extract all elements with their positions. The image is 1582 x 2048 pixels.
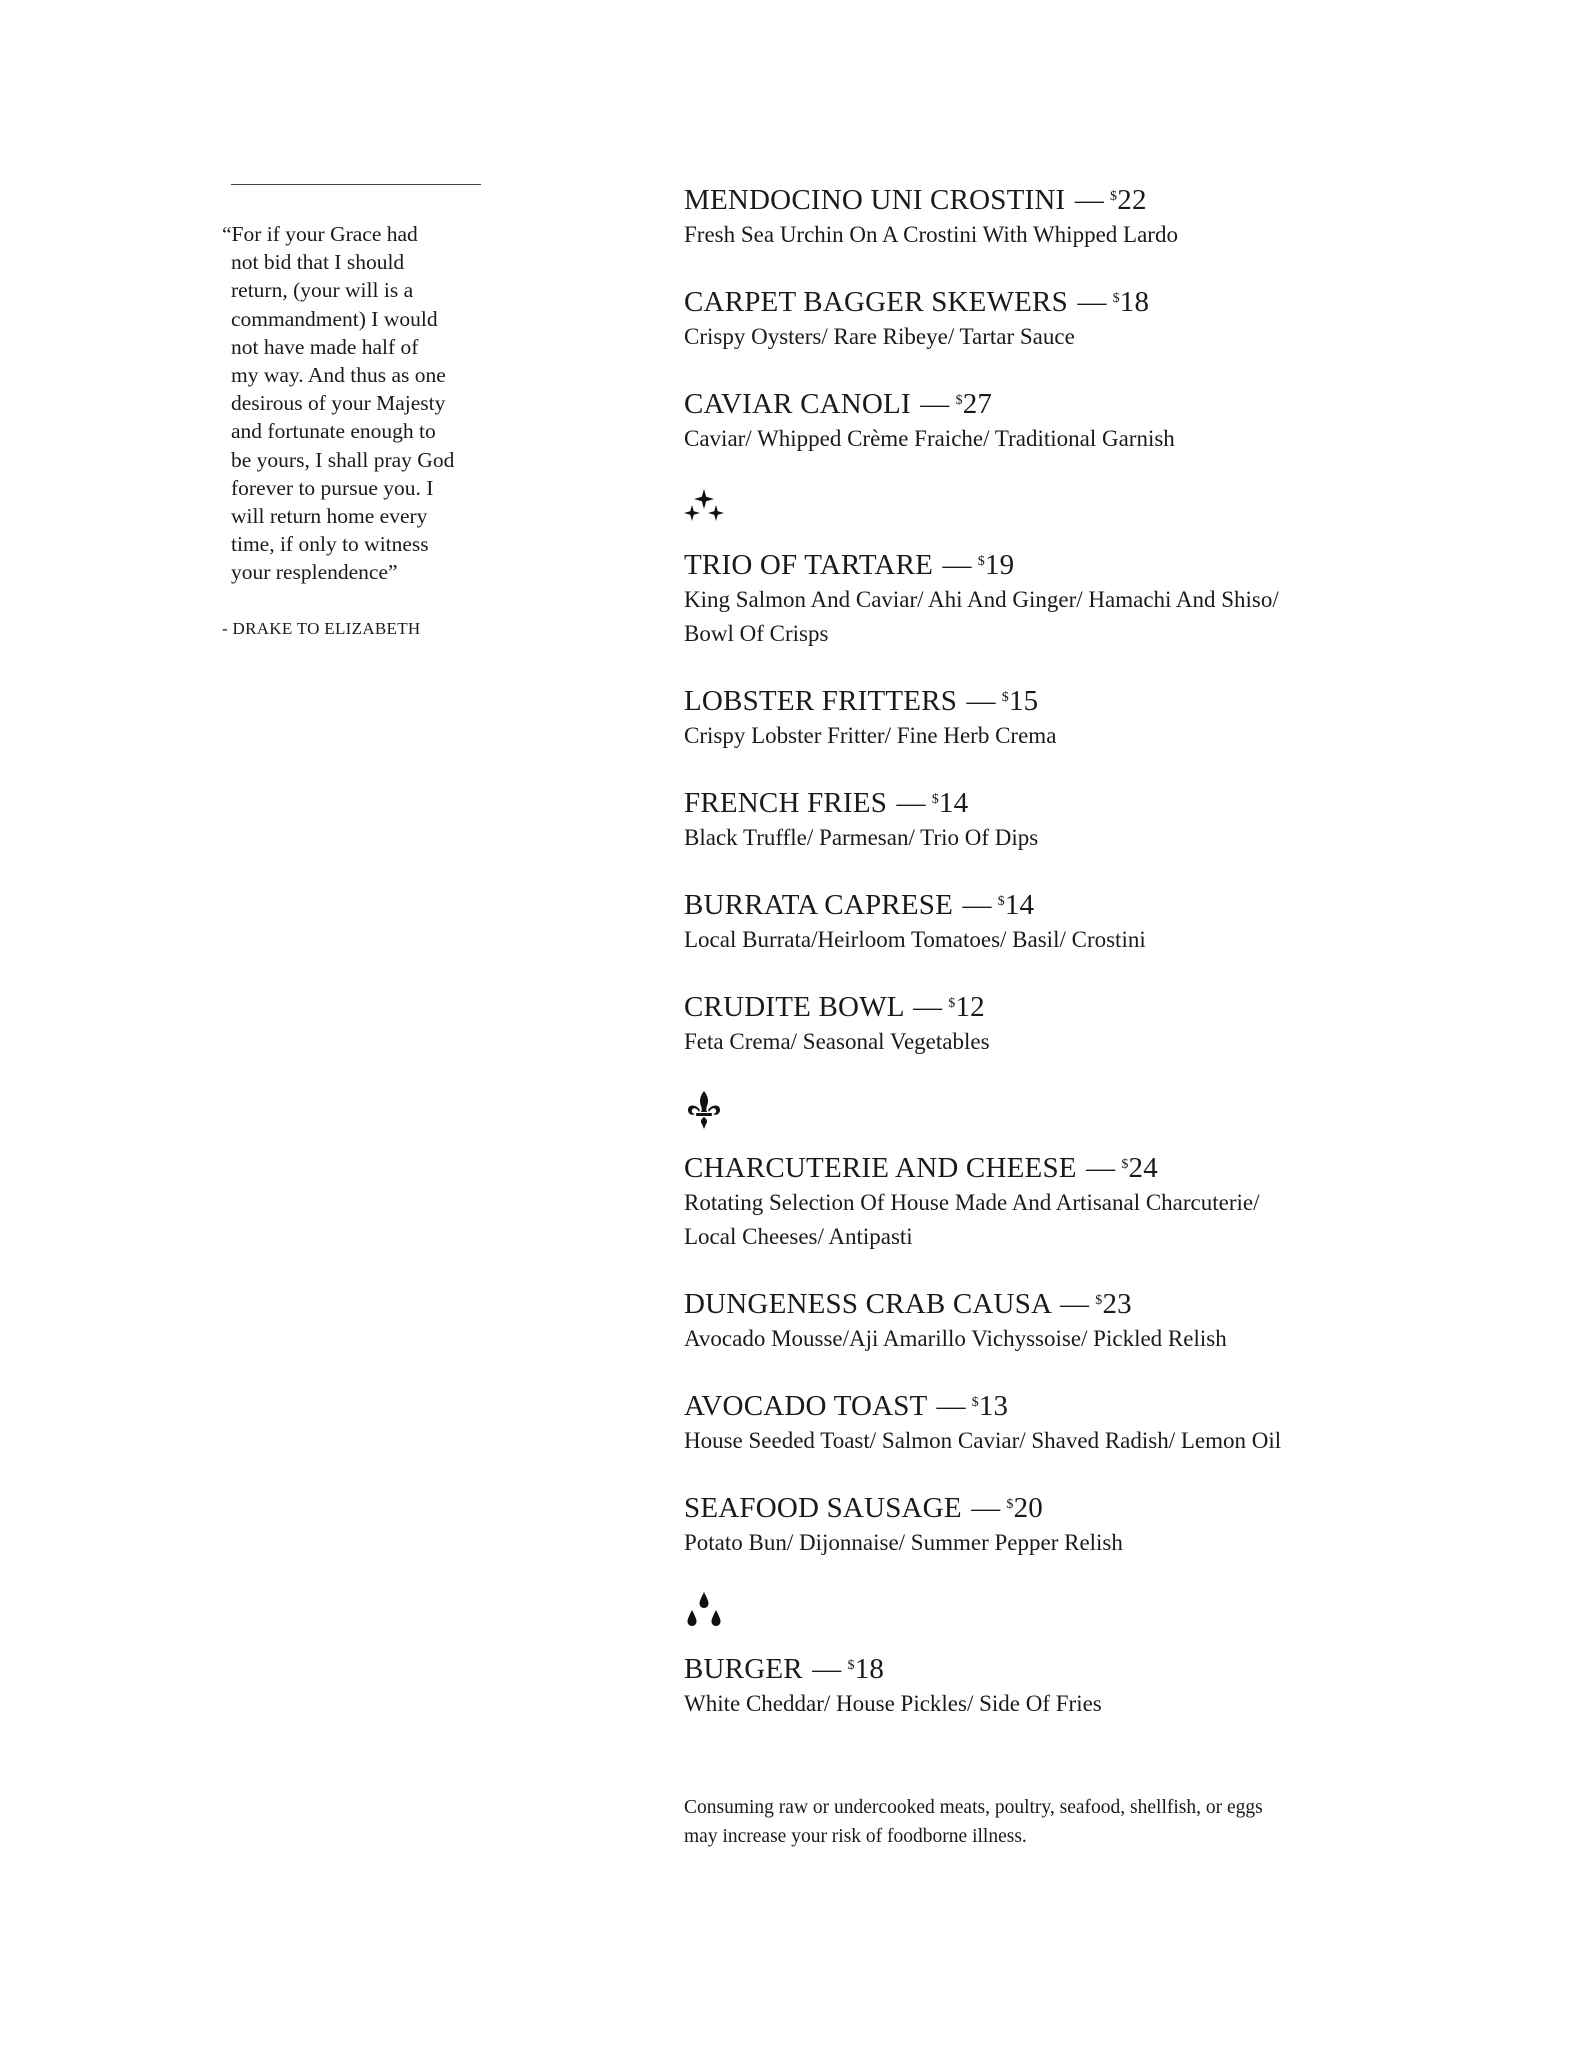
menu-item-title <box>684 1488 1384 1525</box>
currency-symbol: $ <box>1112 291 1120 306</box>
price-dash: — <box>896 787 926 819</box>
menu-item <box>684 783 1384 854</box>
menu-item-description: Crispy Lobster Fritter/ Fine Herb Crema <box>684 723 1057 748</box>
currency-symbol: $ <box>1006 1497 1014 1512</box>
menu-item-price: 14 <box>938 787 969 819</box>
quote-divider <box>231 184 481 185</box>
quote-attribution: - DRAKE TO ELIZABETH <box>222 619 421 638</box>
price-dash: — <box>966 685 996 717</box>
menu-item-name: TRIO OF TARTARE <box>684 549 934 581</box>
menu-item <box>684 1488 1384 1559</box>
sparkles-icon <box>684 487 1384 527</box>
menu-item-description: Crispy Oysters/ Rare Ribeye/ Tartar Sauce <box>684 324 1075 349</box>
price-dash: — <box>1074 184 1105 216</box>
menu-item-price: 14 <box>1004 889 1035 921</box>
menu-section <box>684 1649 1384 1720</box>
menu-section <box>684 1148 1384 1559</box>
menu-item-description: House Seeded Toast/ Salmon Caviar/ Shaved Radish/ Lemon Oil <box>684 1428 1282 1453</box>
menu-item-price: 18 <box>1119 286 1150 318</box>
price-dash: — <box>936 1390 966 1422</box>
quote-line: will return home every <box>231 504 428 529</box>
menu-item-description: Local Cheeses/ Antipasti <box>684 1224 913 1249</box>
menu-item-price: 23 <box>1102 1288 1132 1320</box>
menu-item-name: SEAFOOD SAUSAGE <box>684 1492 962 1524</box>
currency-symbol: $ <box>971 1395 979 1410</box>
menu-item <box>684 885 1384 956</box>
currency-symbol: $ <box>1121 1157 1129 1172</box>
menu-item-title <box>684 180 1384 217</box>
menu-item-title <box>684 1649 1384 1686</box>
menu-item-price: 19 <box>984 549 1015 581</box>
price-dash: — <box>962 889 992 921</box>
quote-line: your resplendence” <box>231 560 398 585</box>
price-dash: — <box>812 1653 842 1685</box>
currency-symbol: $ <box>1001 690 1009 705</box>
menu-item-price: 18 <box>854 1653 885 1685</box>
currency-symbol: $ <box>931 792 939 807</box>
price-dash: — <box>913 991 943 1023</box>
currency-symbol: $ <box>1095 1293 1103 1308</box>
menu-item-price: 22 <box>1117 184 1147 216</box>
menu-item-name: DUNGENESS CRAB CAUSA <box>684 1288 1051 1320</box>
menu-item-name: FRENCH FRIES <box>684 787 888 819</box>
quote-line: “For if your Grace had <box>222 222 418 246</box>
price-dash: — <box>920 388 950 420</box>
menu-item-title <box>684 384 1384 421</box>
quote-line: be yours, I shall pray God <box>231 447 455 472</box>
quote-line: forever to pursue you. I <box>231 475 434 500</box>
currency-symbol: $ <box>1110 189 1118 204</box>
quote-line: my way. And thus as one <box>231 363 446 388</box>
menu-item-price: 20 <box>1013 1492 1044 1524</box>
menu-item <box>684 282 1384 353</box>
epigraph-quote <box>222 220 482 587</box>
menu-item-title <box>684 545 1384 582</box>
menu-item-price: 27 <box>962 388 993 420</box>
menu-item-name: LOBSTER FRITTERS <box>684 685 958 717</box>
menu-item-description: Avocado Mousse/Aji Amarillo Vichyssoise/ Pickled Relish <box>684 1326 1227 1351</box>
menu-item-title <box>684 1284 1384 1321</box>
quote-line: commandment) I would <box>231 306 438 331</box>
disclaimer-line: may increase your risk of foodborne illness. <box>684 1826 1027 1847</box>
quote-line: return, (your will is a <box>231 278 414 303</box>
menu-item-price: 24 <box>1128 1152 1158 1184</box>
menu-item-title <box>684 681 1384 718</box>
menu-section <box>684 180 1384 455</box>
menu-item-title <box>684 1148 1384 1185</box>
menu-item-description: Bowl Of Crisps <box>684 621 829 646</box>
menu-item <box>684 1386 1384 1457</box>
price-dash: — <box>942 549 972 581</box>
menu-item-title <box>684 987 1384 1024</box>
fleur-de-lis-icon <box>684 1090 1384 1130</box>
menu-item-description: Caviar/ Whipped Crème Fraiche/ Traditional Garnish <box>684 426 1175 451</box>
menu-item-name: BURGER <box>684 1653 803 1685</box>
currency-symbol: $ <box>955 393 963 408</box>
menu-list <box>684 180 1384 1720</box>
currency-symbol: $ <box>997 894 1005 909</box>
menu-item-description: Local Burrata/Heirloom Tomatoes/ Basil/ Crostini <box>684 927 1146 952</box>
quote-line: time, if only to witness <box>231 532 429 557</box>
menu-item-name: MENDOCINO UNI CROSTINI <box>684 184 1066 216</box>
quote-line: not bid that I should <box>231 250 405 275</box>
menu-item-title <box>684 282 1384 319</box>
menu-item-name: BURRATA CAPRESE <box>684 889 953 921</box>
droplets-icon <box>684 1591 1384 1631</box>
menu-item-description: Potato Bun/ Dijonnaise/ Summer Pepper Relish <box>684 1530 1123 1555</box>
quote-line: not have made half of <box>231 334 419 359</box>
quote-line: and fortunate enough to <box>231 419 436 444</box>
menu-item-name: CHARCUTERIE AND CHEESE <box>684 1152 1077 1184</box>
disclaimer-line: Consuming raw or undercooked meats, poultry, seafood, shellfish, or eggs <box>684 1797 1263 1818</box>
currency-symbol: $ <box>847 1658 855 1673</box>
menu-item-name: CRUDITE BOWL <box>684 991 904 1023</box>
health-disclaimer <box>684 1793 1384 1851</box>
quote-line: desirous of your Majesty <box>231 391 446 416</box>
menu-item-name: AVOCADO TOAST <box>684 1390 927 1422</box>
menu-item-description: King Salmon And Caviar/ Ahi And Ginger/ Hamachi And Shiso/ <box>684 587 1279 612</box>
menu-item-title <box>684 783 1384 820</box>
menu-item <box>684 384 1384 455</box>
menu-item-name: CAVIAR CANOLI <box>684 388 911 420</box>
currency-symbol: $ <box>977 554 985 569</box>
price-dash: — <box>1077 286 1107 318</box>
menu-item-description: White Cheddar/ House Pickles/ Side Of Fries <box>684 1691 1102 1716</box>
menu-item <box>684 987 1384 1058</box>
menu-item-description: Rotating Selection Of House Made And Artisanal Charcuterie/ <box>684 1190 1260 1215</box>
price-dash: — <box>971 1492 1001 1524</box>
menu-item-title <box>684 885 1384 922</box>
menu-item-name: CARPET BAGGER SKEWERS <box>684 286 1068 318</box>
menu-item <box>684 1284 1384 1355</box>
menu-item <box>684 545 1384 650</box>
menu-item <box>684 1649 1384 1720</box>
price-dash: — <box>1086 1152 1116 1184</box>
price-dash: — <box>1060 1288 1090 1320</box>
menu-section <box>684 545 1384 1058</box>
menu-item <box>684 1148 1384 1253</box>
menu-item <box>684 681 1384 752</box>
menu-item-title <box>684 1386 1384 1423</box>
menu-item-description: Black Truffle/ Parmesan/ Trio Of Dips <box>684 825 1039 850</box>
currency-symbol: $ <box>948 996 956 1011</box>
menu-item-price: 13 <box>978 1390 1009 1422</box>
menu-item <box>684 180 1384 251</box>
menu-item-description: Feta Crema/ Seasonal Vegetables <box>684 1029 990 1054</box>
menu-item-price: 12 <box>955 991 985 1023</box>
menu-item-price: 15 <box>1008 685 1039 717</box>
menu-item-description: Fresh Sea Urchin On A Crostini With Whipped Lardo <box>684 222 1178 247</box>
